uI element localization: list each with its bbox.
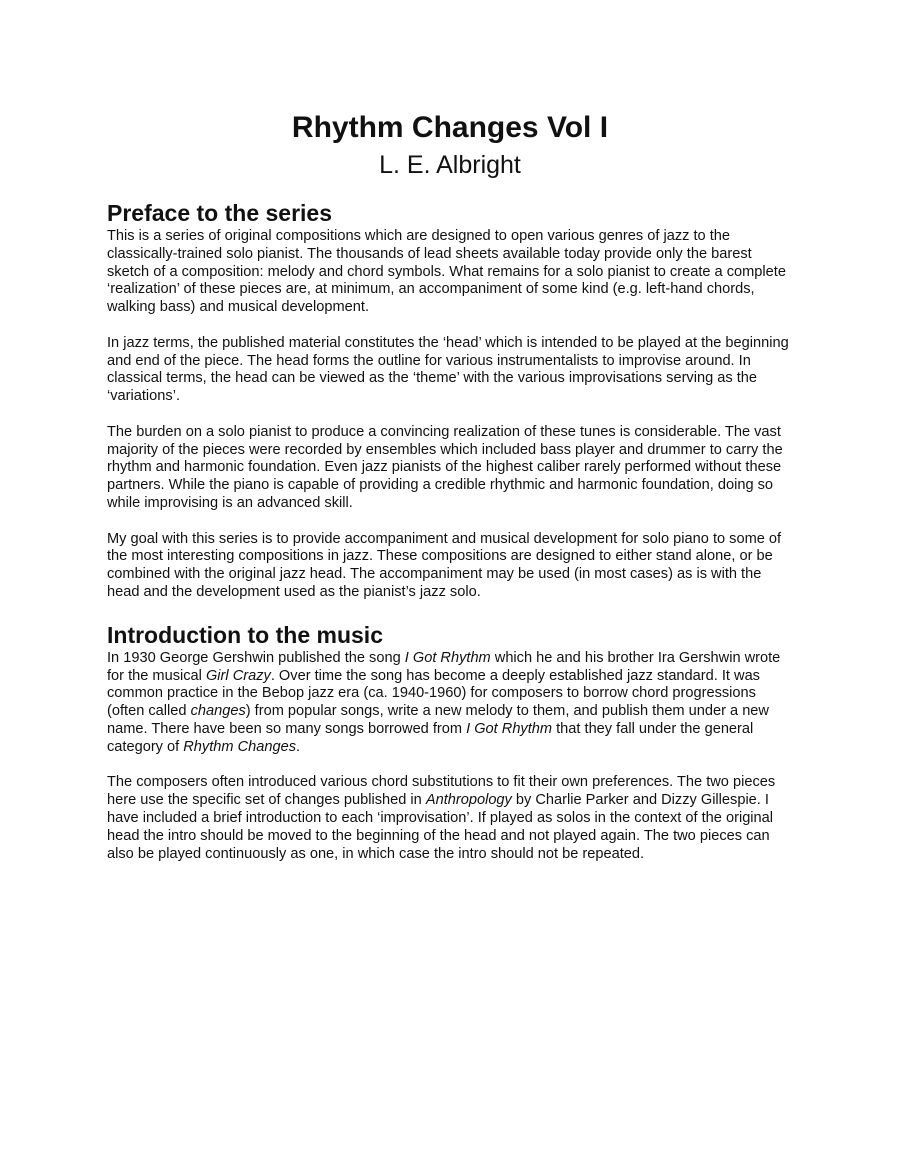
text-span: ) from popular songs, write a new melody to them, and publish them under a new name. There have been so many songs borrowed from xyxy=(107,703,769,737)
text-span: In 1930 George Gershwin published the song xyxy=(107,649,405,666)
preface-paragraph: This is a series of original compositions which are designed to open various genres of jazz to the classically-trained solo pianist. The thousands of lead sheets available today provide only the barest sketch of a composition: melody and chord symbols. What remains for a solo pianist to create a complete ‘realization’ of these pieces are, at minimum, an accompaniment of some kind (e.g. left-hand chords, walking bass) and musical development. xyxy=(107,228,786,316)
preface-paragraph: My goal with this series is to provide accompaniment and musical development for solo piano to some of the most interesting compositions in jazz. These compositions are designed to either stand alone, or be combined with the original jazz head. The accompaniment may be used (in most cases) as is with the head and the development used as the pianist’s jazz solo. xyxy=(107,530,782,600)
text-span: by Charlie Parker and Dizzy Gillespie. I have included a brief introduction to each ‘improvisation’. If played as solos in the context of the original head the intro should be moved to the beginning of the head and not played again. The two pieces can also be played continuously as one, in which case the intro should not be repeated. xyxy=(107,792,774,862)
text-span: . Over time the song has become a deeply established jazz standard. It was common practice in the Bebop jazz era (ca. 1940-1960) for composers to borrow chord progressions (often called xyxy=(107,667,760,720)
preface-section xyxy=(107,198,797,602)
preface-paragraph: In jazz terms, the published material constitutes the ‘head’ which is intended to be played at the beginning and end of the piece. The head forms the outline for various instrumentalists to improvise around. In classical terms, the head can be viewed as the ‘theme’ with the various improvisations serving as the ‘variations’. xyxy=(107,334,789,405)
preface-heading: Preface to the series xyxy=(107,200,333,226)
musical-title-girl-crazy: Girl Crazy xyxy=(205,667,271,684)
song-title-i-got-rhythm: I Got Rhythm xyxy=(466,720,553,737)
song-title-anthropology: Anthropology xyxy=(425,792,512,809)
text-span: that they fall under the general category of xyxy=(107,720,754,755)
preface-paragraph: The burden on a solo pianist to produce a convincing realization of these tunes is considerable. The vast majority of the pieces were recorded by ensembles which included bass player and drummer to carry the rhythm and harmonic foundation. Even jazz pianists of the highest caliber rarely performed without these partners. While the piano is capable of providing a credible rhythmic and harmonic foundation, doing so while improvising is an advanced skill. xyxy=(107,423,783,511)
introduction-paragraph xyxy=(107,650,797,757)
document-body xyxy=(107,198,797,863)
document-title: Rhythm Changes Vol I xyxy=(291,111,609,144)
text-span: which he and his brother Ira Gershwin wrote for the musical xyxy=(107,649,781,684)
document-author: L. E. Albright xyxy=(379,151,521,179)
text-span: . xyxy=(296,738,301,755)
term-changes: changes xyxy=(190,703,246,720)
text-span: The composers often introduced various chord substitutions to fit their own preferences. The two pieces here use the specific set of changes published in xyxy=(107,774,776,809)
introduction-section xyxy=(107,620,797,864)
introduction-paragraph xyxy=(107,774,797,863)
term-rhythm-changes: Rhythm Changes xyxy=(183,738,297,755)
introduction-heading: Introduction to the music xyxy=(107,621,383,648)
song-title-i-got-rhythm: I Got Rhythm xyxy=(404,649,491,666)
